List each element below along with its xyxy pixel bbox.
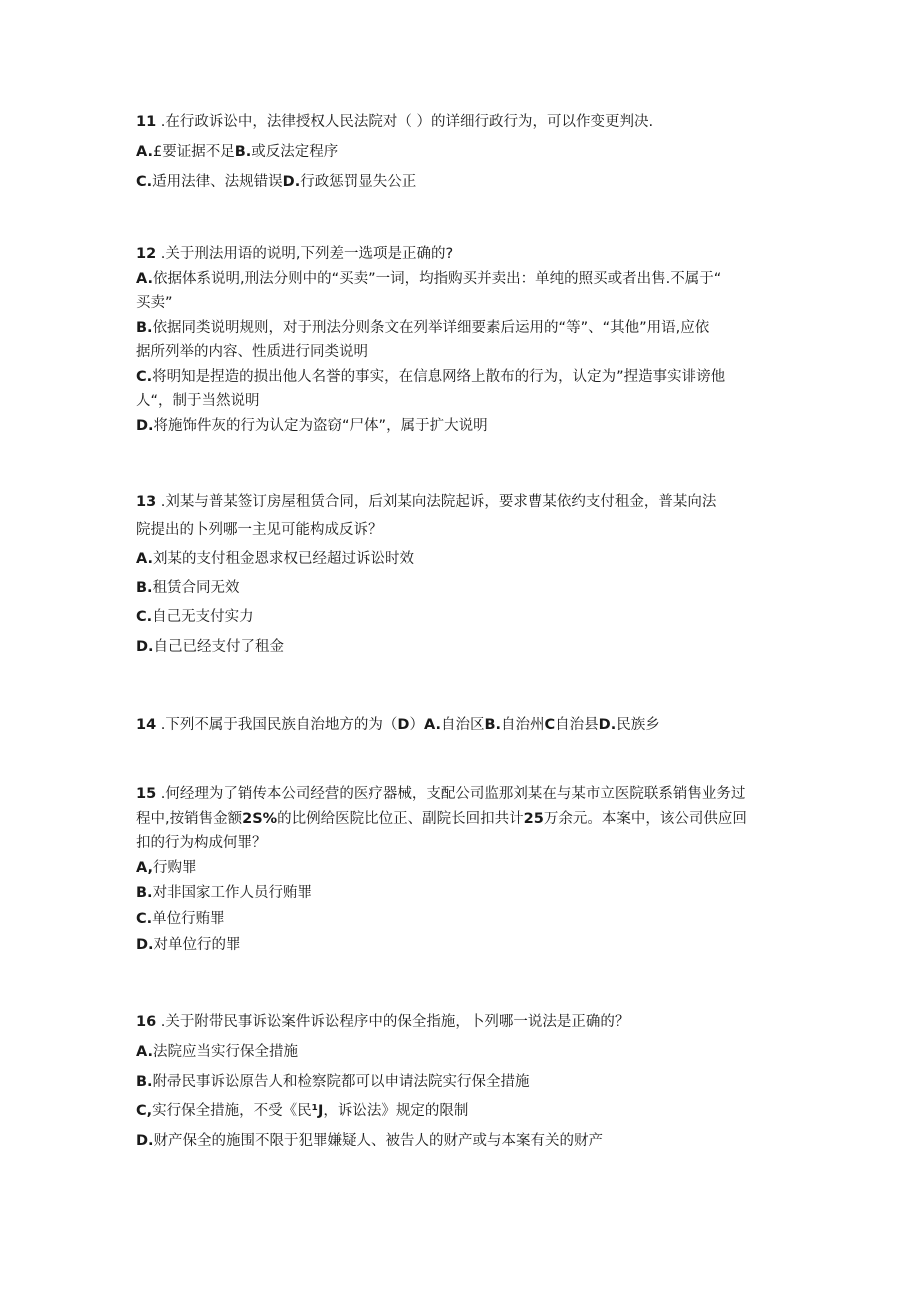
text-run: 附帚民事诉讼原告人和检察院都可以申请法院实行保全措施 <box>152 1074 530 1090</box>
option-letter: A. <box>136 551 153 567</box>
option-letter: B. <box>136 1074 153 1090</box>
option-letter: C. <box>136 369 153 385</box>
option-letter: 2S% <box>242 811 278 827</box>
text-run: 刘某的支付租金恩求权已经超过诉讼时效 <box>153 551 414 567</box>
stem-text: .刘某与普某签订房屋租赁合同，后刘某向法院起诉，要求曹某依约支付租金，普某向法 <box>160 494 717 510</box>
text-run: 将明知是捏造的损出他人名誉的事实，在信息网络上散布的行为，认定为”捏造事实诽谤他 <box>152 369 726 385</box>
option-line <box>136 140 338 165</box>
option-letter: C <box>544 717 556 733</box>
stem-text: .关于刑法用语的说明,下列差一选项是正确的? <box>160 246 454 262</box>
text-run: 适用法律、法规错误 <box>152 174 283 190</box>
text-run: 民族乡 <box>616 717 660 733</box>
option-letter: A. <box>136 1044 153 1060</box>
option-line <box>136 1070 530 1095</box>
text-run: 自己已经支付了租金 <box>153 639 285 655</box>
option-line <box>136 267 721 292</box>
stem-text: 院提出的卜列哪一主见可能构成反诉？ <box>136 522 383 538</box>
option-line <box>136 170 416 195</box>
option-letter: D. <box>136 937 154 953</box>
option-line <box>136 1099 468 1124</box>
text-run: 将施饰件灰的行为认定为盗窃“尸体”，属于扩大说明 <box>153 418 488 434</box>
option-letter: D. <box>598 717 617 733</box>
option-line <box>136 340 368 365</box>
question-number: 16 <box>136 1014 157 1030</box>
option-letter: B. <box>484 717 502 733</box>
option-line <box>136 856 197 881</box>
question-number: 13 <box>136 494 157 510</box>
question-stem-line <box>136 713 660 738</box>
option-letter: A. <box>136 271 153 287</box>
option-letter: 25 <box>523 811 544 827</box>
text-run: ，诉讼法》规定的限制 <box>323 1103 469 1119</box>
question-number: 11 <box>136 114 157 130</box>
text-run: 依据同类说明规则，对于刑法分则条文在列举详细要素后运用的“等”、“其他”用语,应依 <box>152 320 710 336</box>
text-run: 买卖” <box>136 295 173 311</box>
option-letter: C, <box>136 1103 153 1119</box>
option-letter: B. <box>136 580 153 596</box>
stem-text: .在行政诉讼中，法律授权人民法院对（ ）的详细行政行为，可以作变更判决. <box>160 114 654 130</box>
option-letter: D. <box>136 1133 154 1149</box>
question-stem-line <box>136 490 716 515</box>
text-run: 财产保全的施围不限于犯罪嫌疑人、被告人的财产或与本案有关的财产 <box>153 1133 604 1149</box>
question-stem-line <box>136 518 383 543</box>
option-line <box>136 414 488 439</box>
option-letter: C. <box>136 174 153 190</box>
text-run: .下列不属于我国民族自治地方的为（ <box>160 717 398 733</box>
text-run: 的比例给医院比位正、副院长回扣共计 <box>277 811 524 827</box>
option-line <box>136 635 284 660</box>
text-run: 自己无支付实力 <box>152 609 254 625</box>
text-run: .何经理为了销传本公司经营的医疗器械，支配公司监那刘某在与某市立医院联系销售业务过 <box>160 786 746 802</box>
option-line <box>136 547 414 572</box>
text-run: 或反法定程序 <box>251 144 339 160</box>
option-line <box>136 576 240 601</box>
text-run: 行购罪 <box>153 860 197 876</box>
question-stem-line <box>136 1010 629 1035</box>
option-line <box>136 907 225 932</box>
option-line <box>136 389 260 414</box>
text-run: 法院应当实行保全措施 <box>153 1044 298 1060</box>
option-letter: ¹J <box>311 1103 324 1119</box>
option-line <box>136 365 725 390</box>
question-stem-line <box>136 242 453 267</box>
option-letter: B. <box>136 320 153 336</box>
text-run: 租赁合同无效 <box>152 580 240 596</box>
question-stem-line <box>136 807 747 832</box>
text-run: 据所列举的内容、性质进行同类说明 <box>136 344 368 360</box>
text-run: 单位行贿罪 <box>152 911 225 927</box>
text-run: 对单位行的罪 <box>153 937 241 953</box>
option-line <box>136 1129 603 1154</box>
text-run: 人“，制于当然说明 <box>136 393 260 409</box>
option-letter: D. <box>282 174 301 190</box>
question-stem-line <box>136 782 745 807</box>
option-letter: D <box>397 717 410 733</box>
text-run: 自治区 <box>440 717 485 733</box>
text-run: 万余元。本案中，该公司供应回 <box>543 811 747 827</box>
text-run: 自治县 <box>555 717 599 733</box>
option-letter: D. <box>136 639 154 655</box>
text-run: 行政惩罚显失公正 <box>300 174 417 190</box>
option-letter: A, <box>136 860 153 876</box>
question-number: 14 <box>136 717 157 733</box>
question-stem-line <box>136 831 267 856</box>
text-run: 对非国家工作人员行贿罪 <box>152 885 313 901</box>
question-stem-line <box>136 110 653 135</box>
text-run: ） <box>409 717 424 733</box>
text-run: 扣的行为构成何罪？ <box>136 835 267 851</box>
text-run: 程中,按销售金额 <box>136 811 243 827</box>
option-line <box>136 291 173 316</box>
option-line <box>136 605 254 630</box>
option-line <box>136 316 709 341</box>
question-number: 15 <box>136 786 157 802</box>
text-run: 实行保全措施，不受《民 <box>152 1103 312 1119</box>
option-letter: C. <box>136 911 153 927</box>
option-line <box>136 881 312 906</box>
question-number: 12 <box>136 246 157 262</box>
option-letter: A. <box>423 717 441 733</box>
text-run: £要证据不足 <box>153 144 235 160</box>
option-letter: D. <box>136 418 154 434</box>
option-line <box>136 933 241 958</box>
option-letter: B. <box>136 885 153 901</box>
stem-text: .关于附带民事诉讼案件诉讼程序中的保全指施，卜列哪一说法是正确的？ <box>160 1014 630 1030</box>
text-run: 自治州 <box>501 717 545 733</box>
option-line <box>136 1040 298 1065</box>
text-run: 依据体系说明,刑法分则中的“买卖”一词，均指购买并卖出：单纯的照买或者出售.不属于“ <box>153 271 722 287</box>
option-letter: C. <box>136 609 153 625</box>
option-letter: A. <box>136 144 153 160</box>
option-letter: B. <box>234 144 252 160</box>
